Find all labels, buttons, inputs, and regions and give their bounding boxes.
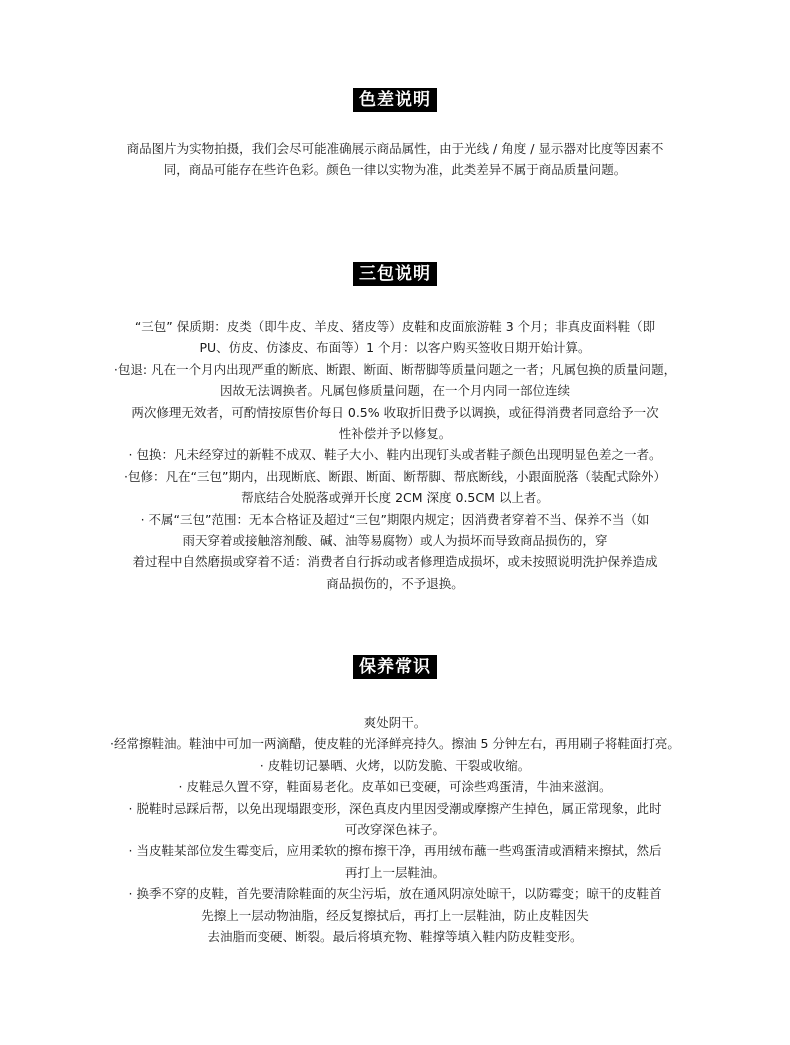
section-title-color-difference: 色差说明 [353,88,437,112]
text-line: · 皮鞋切记暴晒、火烤，以防发脆、干裂或收缩。 [259,757,531,773]
text-line: · 当皮鞋某部位发生霉变后，应用柔软的擦布擦干净，再用绒布蘸一些鸡蛋清或酒精来擦拭，然后 [128,843,662,859]
text-line: ·包退: 凡在一个月内出现严重的断底、断跟、断面、断帮脚等质量问题之一者；凡属包换的质量问题， [113,361,677,377]
text-line: 着过程中自然磨损或穿着不适：消费者自行拆动或者修理造成损坏，或未按照说明洗护保养造成 [132,554,658,570]
maintenance-text [0,712,790,947]
text-line: 性补偿并予以修复。 [338,426,452,442]
section-title-maintenance: 保养常识 [353,655,437,679]
color-difference-section [0,88,790,181]
text-line: · 换季不穿的皮鞋，首先要清除鞋面的灰尘污垢，放在通风阴凉处晾干，以防霉变；晾干的皮鞋首 [128,886,662,902]
text-line: 雨天穿着或接触溶剂酸、碱、油等易腐物）或人为损坏而导致商品损伤的，穿 [182,533,608,549]
text-line: 爽处阴干。 [363,715,427,730]
section-title-warranty: 三包说明 [353,262,437,286]
text-line: “三包” 保质期：皮类（即牛皮、羊皮、猪皮等）皮鞋和皮面旅游鞋 3 个月；非真皮面料鞋（即 [134,319,656,334]
text-line: ·经常擦鞋油。鞋油中可加一两滴醋，使皮鞋的光泽鲜亮持久。擦油 5 分钟左右，再用刷子将鞋面打亮。 [110,736,680,752]
text-line: ·包修：凡在“三包”期内，出现断底、断跟、断面、断帮脚、帮底断线，小跟面脱落（装配式除外） [124,468,666,484]
text-line: 商品损伤的，不予退换。 [326,575,464,591]
warranty-section [0,262,790,594]
text-line: 两次修理无效者，可酌情按原售价每日 0.5% 收取折旧费予以调换，或征得消费者同意给予一次 [131,404,659,420]
text-line: 商品图片为实物拍摄，我们会尽可能准确展示商品属性，由于光线 / 角度 / 显示器对比度等因素不 [126,141,664,156]
text-line: · 皮鞋忌久置不穿，鞋面易老化。皮革如已变硬，可涂些鸡蛋清，牛油来滋润。 [178,779,612,795]
text-line: 先擦上一层动物油脂，经反复擦拭后，再打上一层鞋油，防止皮鞋因失 [201,907,589,923]
text-line: 再打上一层鞋油。 [344,864,445,880]
text-line: 可改穿深色袜子。 [344,822,445,838]
maintenance-section [0,655,790,947]
text-line: 因故无法调换者。凡属包修质量问题，在一个月内同一部位连续 [219,383,570,399]
warranty-text [0,316,790,594]
text-line: · 不属“三包”范围：无本合格证及超过“三包”期限内规定；因消费者穿着不当、保养不当（如 [140,511,650,527]
text-line: 同，商品可能存在些许色彩。颜色一律以实物为准，此类差异不属于商品质量问题。 [163,162,627,178]
text-line: · 脱鞋时忌踩后帮，以免出现塌跟变形，深色真皮内里因受潮或摩擦产生掉色，属正常现象，此时 [128,800,662,816]
text-line: 帮底结合处脱落或弹开长度 2CM 深度 0.5CM 以上者。 [241,490,549,506]
color-difference-text [0,138,790,181]
text-line: PU、仿皮、仿漆皮、布面等）1 个月：以客户购买签收日期开始计算。 [199,340,591,356]
text-line: 去油脂而变硬、断裂。最后将填充物、鞋撑等填入鞋内防皮鞋变形。 [207,929,583,945]
text-line: · 包换：凡未经穿过的新鞋不成双、鞋子大小、鞋内出现钉头或者鞋子颜色出现明显色差之一者。 [128,447,662,463]
